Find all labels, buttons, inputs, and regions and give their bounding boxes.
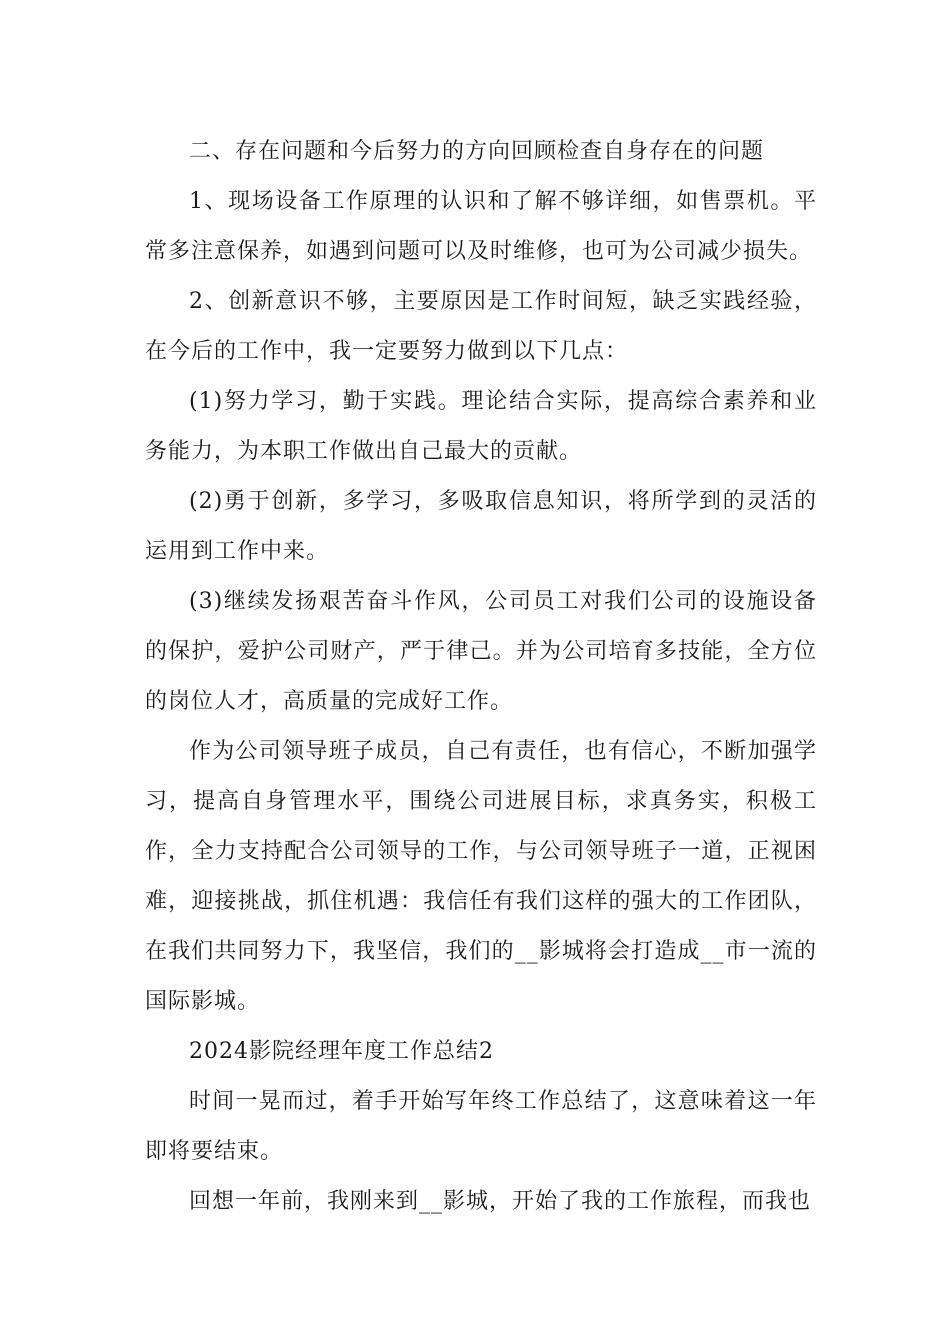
paragraph-closing: 作为公司领导班子成员，自己有责任，也有信心，不断加强学习，提高自身管理水平，围绕公司进展目标，求真务实，积极工作，全力支持配合公司领导的工作，与公司领导班子一道，正视困难，迎接挑战，抓住机遇：我信任有我们这样的强大的工作团队，在我们共同努力下，我坚信，我们的__影城将会打造成__市一流的国际影城。 xyxy=(145,739,817,1014)
document-title-2: 2024影院经理年度工作总结2 xyxy=(189,1039,494,1064)
paragraph-intro: 时间一晃而过，着手开始写年终工作总结了，这意味着这一年即将要结束。 xyxy=(145,1089,817,1164)
document-body xyxy=(145,127,817,1227)
paragraph-subitem-1: (1)努力学习，勤于实践。理论结合实际，提高综合素养和业务能力，为本职工作做出自己最大的贡献。 xyxy=(145,389,817,464)
paragraph-recall: 回想一年前，我刚来到__影城，开始了我的工作旅程，而我也 xyxy=(189,1189,812,1214)
paragraph-subitem-2: (2)勇于创新，多学习，多吸取信息知识，将所学到的灵活的运用到工作中来。 xyxy=(145,489,817,564)
paragraph-item-2: 2、创新意识不够，主要原因是工作时间短，缺乏实践经验，在今后的工作中，我一定要努力做到以下几点： xyxy=(145,289,817,364)
section-heading: 二、存在问题和今后努力的方向回顾检查自身存在的问题 xyxy=(189,139,765,164)
paragraph-subitem-3: (3)继续发扬艰苦奋斗作风，公司员工对我们公司的设施设备的保护，爱护公司财产，严于律己。并为公司培育多技能，全方位的岗位人才，高质量的完成好工作。 xyxy=(145,589,817,714)
paragraph-item-1: 1、现场设备工作原理的认识和了解不够详细，如售票机。平常多注意保养，如遇到问题可以及时维修，也可为公司减少损失。 xyxy=(145,189,817,264)
